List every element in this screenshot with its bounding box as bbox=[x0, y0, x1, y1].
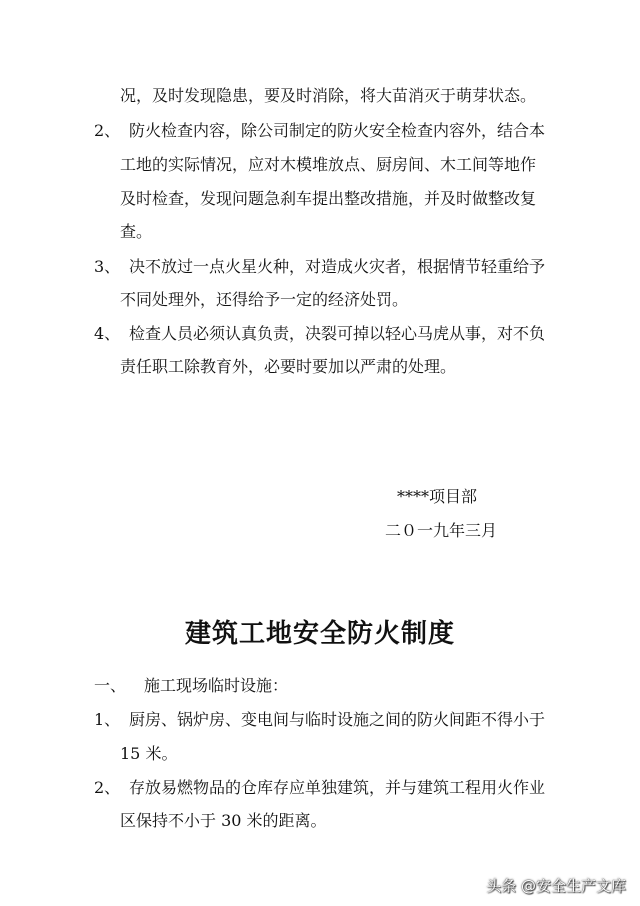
signature-department: ****项目部 bbox=[397, 487, 478, 506]
item-number: 4、 bbox=[94, 324, 121, 343]
paragraph-line: 防火检查内容，除公司制定的防火安全检查内容外，结合本 bbox=[129, 121, 546, 140]
paragraph-line: 区保持不小于 30 米的距离。 bbox=[120, 811, 327, 830]
item-number: 2、 bbox=[94, 778, 121, 797]
paragraph-line: 及时检查，发现问题急刹车提出整改措施，并及时做整改复 bbox=[120, 189, 537, 208]
item-number: 3、 bbox=[94, 257, 121, 276]
paragraph-line: 决不放过一点火星火种，对造成火灾者，根据情节轻重给予 bbox=[129, 257, 546, 276]
paragraph-line: 查。 bbox=[120, 222, 153, 241]
watermark-text: 头条 @安全生产文库 bbox=[486, 877, 626, 895]
paragraph-line: 责任职工除教育外，必要时要加以严肃的处理。 bbox=[120, 357, 457, 376]
section-heading: 施工现场临时设施： bbox=[144, 676, 289, 695]
signature-date: 二０一九年三月 bbox=[385, 521, 498, 540]
continuation-text: 况，及时发现隐患，要及时消除，将大苗消灭于萌芽状态。 bbox=[120, 86, 537, 105]
paragraph-line: 不同处理外，还得给予一定的经济处罚。 bbox=[120, 290, 409, 309]
paragraph-line: 厨房、锅炉房、变电间与临时设施之间的防火间距不得小于 bbox=[129, 710, 546, 729]
paragraph-line: 检查人员必须认真负责，决裂可掉以轻心马虎从事，对不负 bbox=[129, 324, 546, 343]
paragraph-line: 15 米。 bbox=[120, 744, 178, 763]
page-title: 建筑工地安全防火制度 bbox=[184, 619, 455, 649]
paragraph-line: 存放易燃物品的仓库存应单独建筑，并与建筑工程用火作业 bbox=[129, 778, 546, 797]
item-number: 1、 bbox=[94, 710, 121, 729]
item-number: 2、 bbox=[94, 121, 121, 140]
section-number: 一、 bbox=[94, 676, 127, 695]
paragraph-line: 工地的实际情况，应对木模堆放点、厨房间、木工间等地作 bbox=[120, 155, 537, 174]
